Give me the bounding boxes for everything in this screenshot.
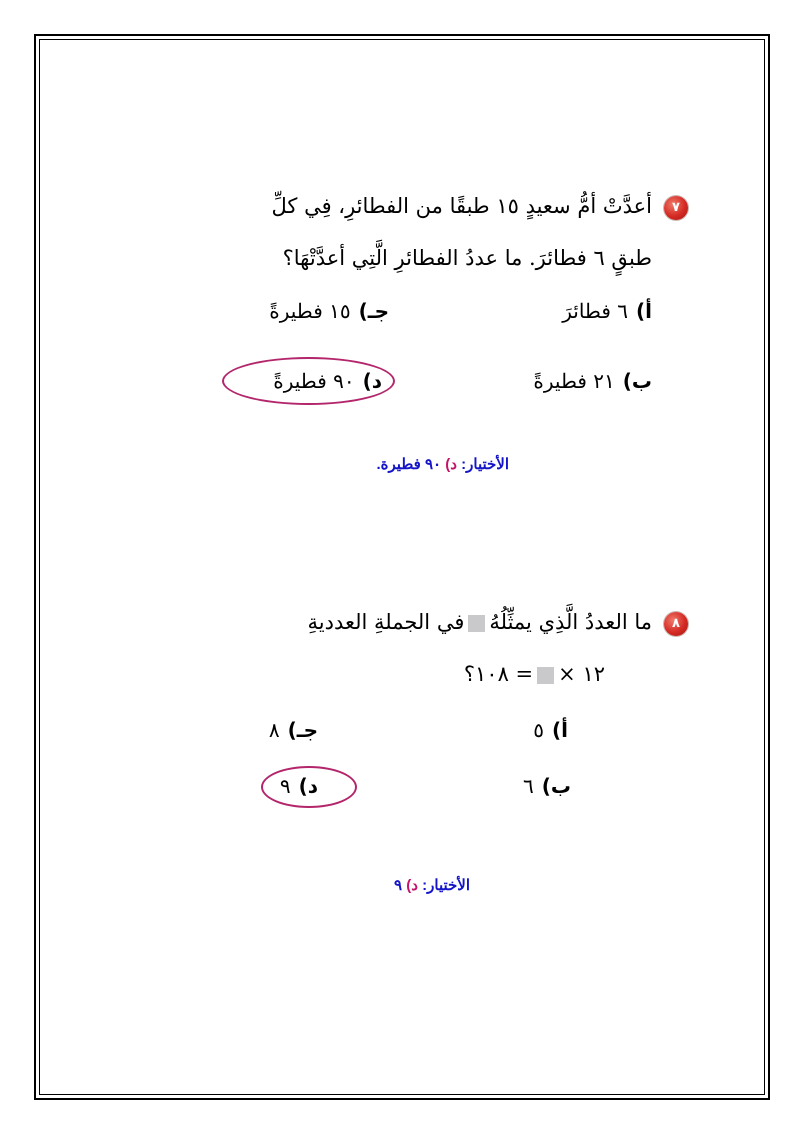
question-7-line-2: طبقٍ ٦ فطائرَ. ما عددُ الفطائرِ الَّتِي أعدَّتْهَا؟ xyxy=(282,246,652,270)
question-7-answer xyxy=(377,455,510,475)
question-7-line-1 xyxy=(272,192,689,220)
correct-answer-circle xyxy=(261,766,357,808)
question-number-badge: ٨ xyxy=(664,612,688,636)
question-text: أعدَّتْ أمُّ سعيدٍ ١٥ طبقًا من الفطائرِ، فِي كلِّ xyxy=(271,194,652,218)
question-8-line-1 xyxy=(307,608,688,636)
option-label: ب) xyxy=(622,369,652,393)
option-label: أ) xyxy=(552,718,568,742)
option-value: ٥ xyxy=(533,718,544,742)
blank-square-icon xyxy=(468,615,485,632)
option-value: ٨ xyxy=(268,718,280,742)
question-text-before: ما العددُ الَّذِي يمثِّلُهُ xyxy=(489,610,652,634)
question-8-option-c[interactable] xyxy=(269,716,318,744)
option-value: ٦ فطائرَ xyxy=(562,299,628,323)
question-number-badge: ٧ xyxy=(664,196,688,220)
answer-value: ٩ xyxy=(394,877,403,894)
equation-right: = ١٠٨؟ xyxy=(463,662,534,686)
correct-answer-circle xyxy=(222,357,395,405)
option-label: جـ) xyxy=(287,718,318,742)
option-value: ١٥ فطيرةً xyxy=(269,299,351,323)
option-label: د) xyxy=(298,774,318,798)
option-label: د) xyxy=(362,369,382,393)
question-7-option-b[interactable] xyxy=(533,367,652,395)
answer-value: ٩٠ فطيرة. xyxy=(376,456,442,473)
blank-square-icon xyxy=(537,667,554,684)
question-7-option-c[interactable] xyxy=(269,297,389,325)
question-8-equation xyxy=(464,660,605,688)
option-label: أ) xyxy=(636,299,652,323)
answer-choice: د) xyxy=(445,456,457,473)
option-value: ٢١ فطيرةً xyxy=(533,369,615,393)
option-label: جـ) xyxy=(358,299,389,323)
option-value: ٩٠ فطيرةً xyxy=(273,369,355,393)
option-value: ٦ xyxy=(523,774,534,798)
answer-prefix: الأختيار: xyxy=(422,877,470,894)
question-8-option-a[interactable] xyxy=(533,716,568,744)
answer-choice: د) xyxy=(406,877,418,894)
question-7-option-a[interactable] xyxy=(562,297,652,325)
answer-prefix: الأختيار: xyxy=(461,456,509,473)
question-8-answer xyxy=(394,876,470,896)
equation-left: ١٢ × xyxy=(558,662,605,686)
question-text-after: في الجملةِ العدديةِ xyxy=(307,610,465,634)
option-label: ب) xyxy=(541,774,571,798)
equation xyxy=(464,662,605,686)
option-value: ٩ xyxy=(279,774,291,798)
question-8-option-b[interactable] xyxy=(523,772,571,800)
